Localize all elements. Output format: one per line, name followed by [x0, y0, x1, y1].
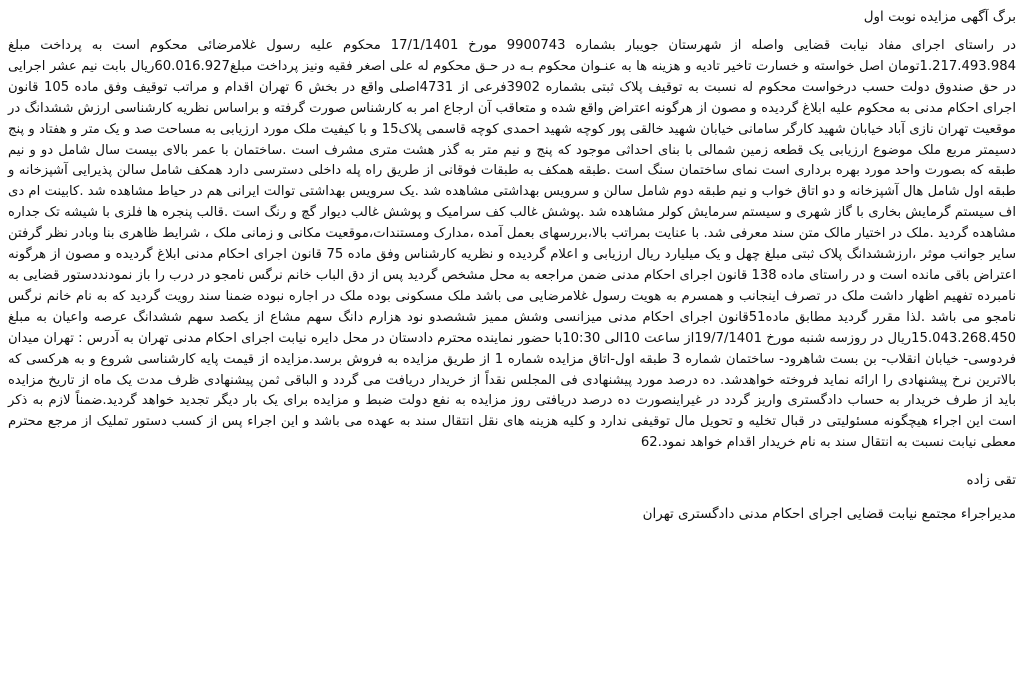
- notice-body: در راستای اجرای مفاد نیابت قضایی واصله از شهرستان جویبار بشماره 9900743 مورخ 17/1/1401 محکوم علیه رسول غلامرضائی محکوم است به پرداخت مبلغ 1.217.493.984تومان اصل خواسته و خسارت تاخیر تادیه و هزینه ها به عنـوان محکوم بـه در حـق محکوم له علی اصغر فقیه ونیز پرداخت مبلغ60.016.927ریال بابت نیم عشر اجرایی در حق صندوق دولت حسب درخواست محکوم له نسبت به توقیف پلاک ثبتی بشماره 3902فرعی از 4731اصلی واقع در بخش 6 تهران اقدام و مراتب توقیف وفق ماده 105 قانون اجرای احکام مدنی به محکوم علیه ابلاغ گردیده و مصون از هرگونه اعتراض واقع شده و متعاقب آن ارجاع امر به کارشناس صورت گرفته و براساس نظریه کارشناسی ارزش ششدانگ در موقعیت تهران نازی آباد خیابان شهید کارگر سامانی خیابان شهید خالقی پور کوچه شهید احمدی کوچه قاسمی پلاک15 و با کیفیت ملک مورد ارزیابی به مساحت صد و یک متر و هفتاد و پنج دسیمتر مربع ملک موضوع ارزیابی یک قطعه زمین شمالی با بنای احداثی موجود که پنج و نیم متر به گذر هشت متری مشرف است .ساختمان با عمر بالای بیست سال شامل دو و نیم طبقه که بصورت واحد مورد بهره برداری است نمای ساختمان سنگ است .طبقه همکف به طبقات فوقانی از طریق راه پله داخلی دسترسی دارد همکف شامل سالن پذیرایی آشپزخانه و طبقه اول شامل هال آشپزخانه و دو اتاق خواب و نیم طبقه دوم شامل سالن و سرویس بهداشتی مشاهده شد .یک سرویس بهداشتی توالت ایرانی هم در حیاط مشاهده شد .کابینت ام دی اف سیستم گرمایش بخاری با گاز شهری و سیستم سرمایش کولر مشاهده شد .پوشش غالب کف سرامیک و پوشش غالب دیوار گچ و رنگ است .قالب پنجره ها فلزی با شیشه تک جداره مشاهده گردید .ملک در اختیار مالک متن سند معرفی شد. با عنایت بمراتب بالا،بررسهای بعمل آمده ،مدارک ومستندات،موقعیت مکانی و زمانی ملک ، شرایط ظاهری بنا وبادر نظر گرفتن سایر جوانب موثر ،ارزششدانگ پلاک ثبتی مبلغ چهل و یک میلیارد ریال ارزیابی و اعلام گردیده و نظریه کارشناس وفق ماده 75 قانون اجرای احکام مدنی ابلاغ گردیده و مصون از هرگونه اعتراض باقی مانده است و در راستای ماده 138 قانون اجرای احکام مدنی ضمن مراجعه به محل مشخص گردید پس از دق الباب خانم نرگس نامجو در درب را باز نمودنددستور قضایی به نامبرده تفهیم اظهار داشت ملک در تصرف اینجانب و همسرم به هویت رسول غلامرضایی می باشد ملک مسکونی بوده ملک در اجاره نبوده ضمنا سند رویت گردید که به نام خانم نرگس نامجو می باشد .لذا مقرر گردید مطابق ماده51قانون اجرای احکام مدنی میزانسی وشش ممیز ششصدو نود هزارم دانگ سهم مشاع از یکصد سهم ششدانگ عرصه واعیان به مبلغ 15.043.268.450ریال در روزسه شنبه مورخ 19/7/1401از ساعت 10الی 10:30با حضور نماینده محترم دادستان در محل دایره نیابت اجرای احکام مدنی تهران به آدرس : تهران میدان فردوسی- خیابان انقلاب- بن بست شاهرود- ساختمان شماره 3 طبقه اول-اتاق مزایده شماره 1 از طریق مزایده به فروش برسد.مزایده از قیمت پایه کارشناسی شروع و به هرکسی که بالاترین نرخ پیشنهادی را ارائه نماید فروخته خواهدشد. ده درصد مورد پیشنهادی فی المجلس نقداً از خریدار دریافت می گردد و الباقی ثمن پیشنهادی ظرف مدت یک ماه از تاریخ مزایده باید از طرف خریدار به حساب دادگستری واریز گردد در غیراینصورت ده درصد دریافتی روز مزایده به نفع دولت ضبط و مزایده برای یک بار دیگر تجدید خواهد گردید.ضمناً لازم به ذکر است این اجراء هیچگونه مسئولیتی در قبال تخلیه و تحویل مال توقیفی ندارد و کلیه هزینه های نقل انتقال سند به عهده می باشد و این اجراء پس از کسب دستور تملیک از مرجع محترم معطی نیابت نسبت به انتقال سند به نام خریدار اقدام خواهد نمود.62: [8, 38, 1016, 451]
- issuer-footer: مدیراجراء مجتمع نیابت قضایی اجرای احکام مدنی دادگستری تهران: [642, 506, 1016, 523]
- signer-name: تقی زاده: [966, 472, 1016, 489]
- notice-title: برگ آگهی مزایده نوبت اول: [863, 9, 1016, 25]
- notice-document: [8, 4, 1016, 673]
